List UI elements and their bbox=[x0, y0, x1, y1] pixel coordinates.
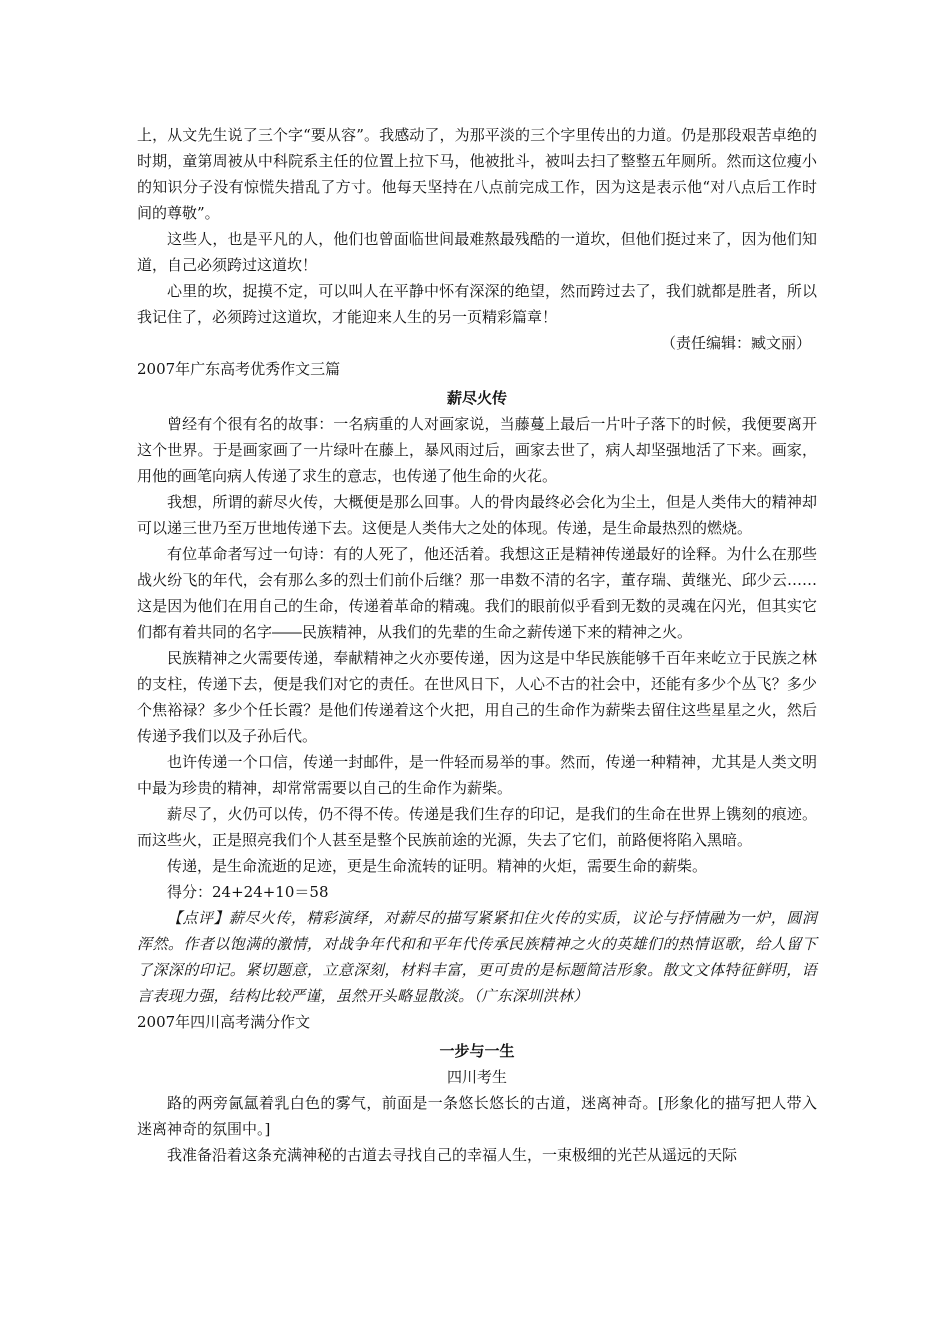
body-paragraph: 我准备沿着这条充满神秘的古道去寻找自己的幸福人生，一束极细的光芒从遥远的天际 bbox=[167, 1146, 738, 1164]
essay-author: 四川考生 bbox=[446, 1068, 507, 1086]
body-paragraph: 我想，所谓的薪尽火传，大概便是那么回事。人的骨肉最终必会化为尘土，但是人类伟大的精神却可以递三世乃至万世地传递下去。这便是人类伟大之处的体现。传递，是生命最热烈的燃烧。 bbox=[137, 493, 817, 537]
body-paragraph: 心里的坎，捉摸不定，可以叫人在平静中怀有深深的绝望，然而跨过去了，我们就都是胜者，所以我记住了，必须跨过这道坎，才能迎来人生的另一页精彩篇章！ bbox=[137, 282, 817, 326]
essay-title: 一步与一生 bbox=[439, 1042, 515, 1060]
section-heading: 2007年四川高考满分作文 bbox=[137, 1013, 311, 1031]
document-page bbox=[137, 122, 817, 1168]
body-paragraph: 这些人，也是平凡的人，他们也曾面临世间最难熬最残酷的一道坎，但他们挺过来了，因为他们知道，自己必须跨过这道坎！ bbox=[137, 230, 817, 274]
body-paragraph: 传递，是生命流逝的足迹，更是生命流转的证明。精神的火炬，需要生命的薪柴。 bbox=[167, 857, 708, 875]
essay-title: 薪尽火传 bbox=[446, 389, 507, 407]
body-paragraph: 路的两旁氤氲着乳白色的雾气，前面是一条悠长悠长的古道，迷离神奇。[形象化的描写把人带入迷离神奇的氛围中。] bbox=[137, 1094, 817, 1138]
review-comment: 【点评】薪尽火传，精彩演绎，对薪尽的描写紧紧扣住火传的实质，议论与抒情融为一炉，圆润浑然。作者以饱满的激情，对战争年代和和平年代传承民族精神之火的英雄们的热情讴歌，给人留下了深深的印记。紧切题意，立意深刻，材料丰富，更可贵的是标题简洁形象。散文文体特征鲜明，语言表现力强，结构比较严谨，虽然开头略显散淡。（广东深圳洪林） bbox=[137, 909, 817, 1005]
body-paragraph: 薪尽了，火仍可以传，仍不得不传。传递是我们生存的印记，是我们的生命在世界上镌刻的痕迹。而这些火，正是照亮我们个人甚至是整个民族前途的光源，失去了它们，前路便将陷入黑暗。 bbox=[137, 805, 817, 849]
body-paragraph: 民族精神之火需要传递，奉献精神之火亦要传递，因为这是中华民族能够千百年来屹立于民族之林的支柱，传递下去，便是我们对它的责任。在世风日下，人心不古的社会中，还能有多少个丛飞？多少个焦裕禄？多少个任长霞？是他们传递着这个火把，用自己的生命作为薪柴去留住这些星星之火，然后传递予我们以及子孙后代。 bbox=[137, 649, 817, 745]
section-heading: 2007年广东高考优秀作文三篇 bbox=[137, 360, 341, 378]
body-paragraph: 也许传递一个口信，传递一封邮件，是一件轻而易举的事。然而，传递一种精神，尤其是人类文明中最为珍贵的精神，却常常需要以自己的生命作为薪柴。 bbox=[137, 753, 817, 797]
body-paragraph: 曾经有个很有名的故事：一名病重的人对画家说，当藤蔓上最后一片叶子落下的时候，我便要离开这个世界。于是画家画了一片绿叶在藤上，暴风雨过后，画家去世了，病人却坚强地活了下来。画家，用他的画笔向病人传递了求生的意志，也传递了他生命的火花。 bbox=[137, 415, 817, 485]
body-paragraph: 上，从文先生说了三个字“要从容”。我感动了，为那平淡的三个字里传出的力道。仍是那段艰苦卓绝的时期，童第周被从中科院系主任的位置上拉下马，他被批斗，被叫去扫了整整五年厕所。然而这位瘦小的知识分子没有惊慌失措乱了方寸。他每天坚持在八点前完成工作，因为这是表示他“对八点后工作时间的尊敬”。 bbox=[137, 126, 817, 222]
body-paragraph: 有位革命者写过一句诗：有的人死了，他还活着。我想这正是精神传递最好的诠释。为什么在那些战火纷飞的年代，会有那么多的烈士们前仆后继？那一串数不清的名字，董存瑞、黄继光、邱少云……这是因为他们在用自己的生命，传递着革命的精魂。我们的眼前似乎看到无数的灵魂在闪光，但其实它们都有着共同的名字――民族精神，从我们的先辈的生命之薪传递下来的精神之火。 bbox=[137, 545, 817, 641]
editor-credit: （责任编辑：臧文丽） bbox=[660, 334, 811, 352]
score-line: 得分：24+24+10＝58 bbox=[167, 883, 329, 901]
